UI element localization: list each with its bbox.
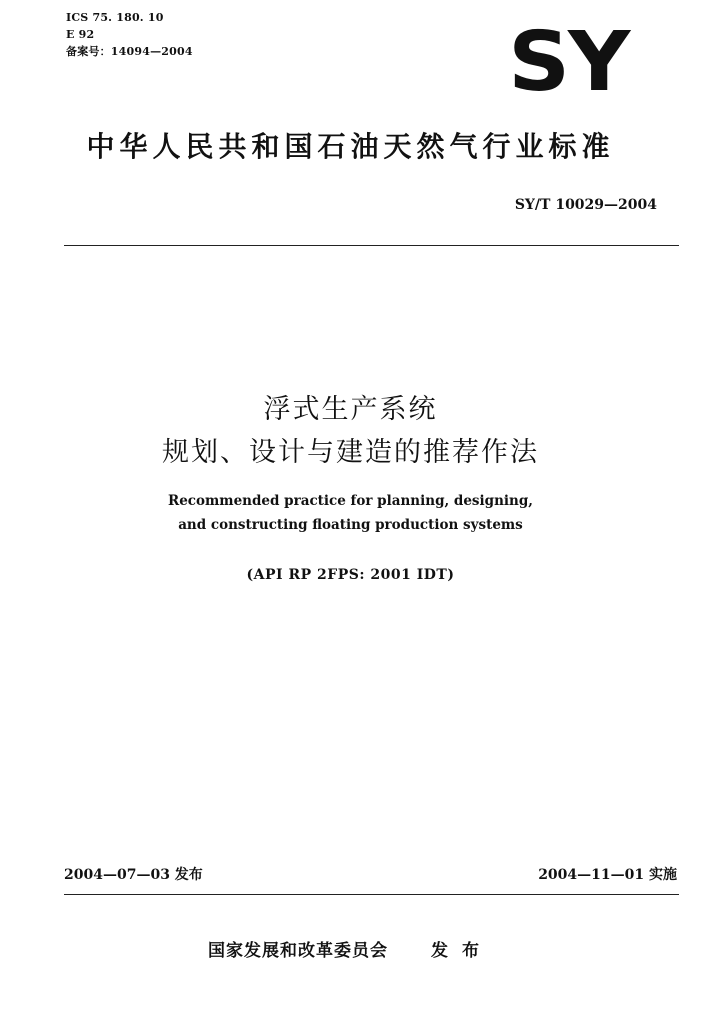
implementation-date: 2004—11—01 实施 xyxy=(538,867,677,883)
english-title-line2: and constructing floating production systems xyxy=(178,517,523,533)
standard-number: SY/T 10029—2004 xyxy=(514,197,657,213)
classification-code: E 92 xyxy=(66,28,95,41)
publisher-line xyxy=(0,936,701,961)
document-title-line2: 规划、设计与建造的推荐作法 xyxy=(162,437,539,468)
top-divider xyxy=(64,245,679,246)
bottom-divider xyxy=(64,894,679,895)
publish-verb: 发布 xyxy=(430,941,493,961)
document-title-line1: 浮式生产系统 xyxy=(263,394,438,425)
english-title-line1: Recommended practice for planning, designing, xyxy=(167,493,533,509)
ics-code: ICS 75. 180. 10 xyxy=(66,11,164,24)
standard-title: 中华人民共和国石油天然气行业标准 xyxy=(86,130,615,163)
filing-number: 备案号：14094—2004 xyxy=(66,45,193,58)
adoption-reference: (API RP 2FPS: 2001 IDT) xyxy=(246,567,455,583)
sy-logo: SY xyxy=(507,15,628,110)
publisher-name: 国家发展和改革委员会 xyxy=(208,941,389,961)
issue-date: 2004—07—03 发布 xyxy=(64,867,203,883)
